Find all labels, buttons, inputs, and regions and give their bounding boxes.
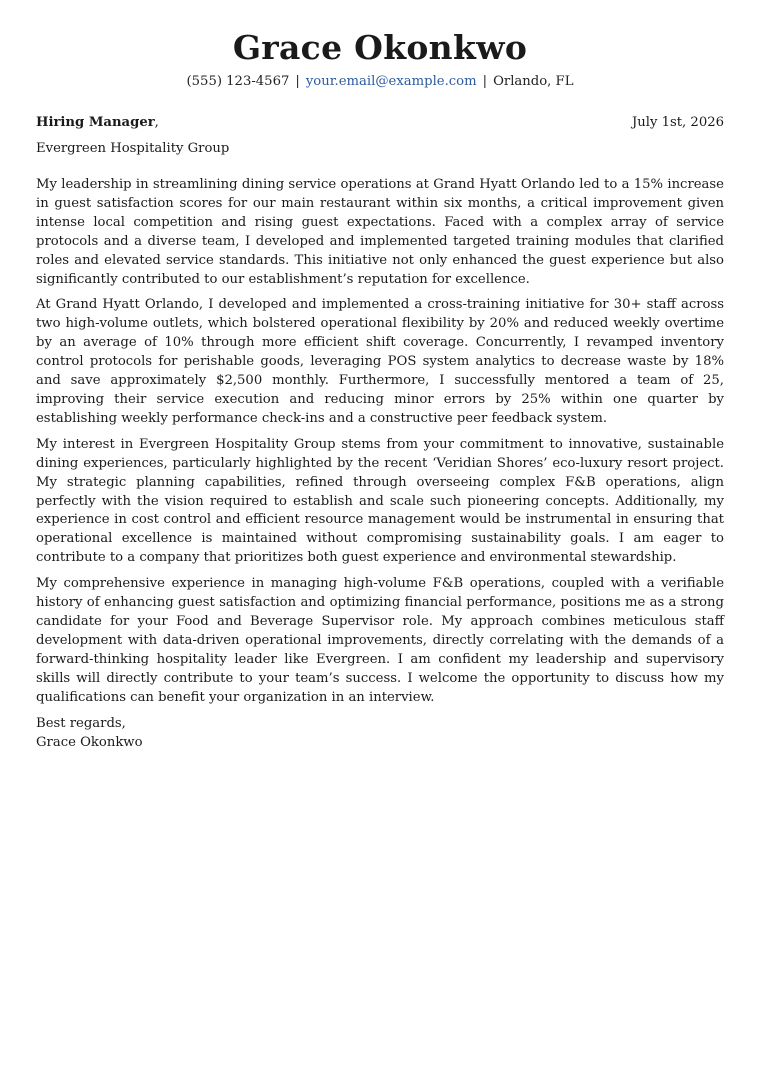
body-paragraph: My comprehensive experience in managing high-volume F&B operations, coupled with a verifiable history of enhancing guest satisfaction and optimizing financial performance, positions me as a strong candidate for your Food and Beverage Supervisor role. My approach combines meticulous staff development with data-driven operational improvements, directly correlating with the demands of a forward-thinking hospitality leader like Evergreen. I am confident my leadership and supervisory skills will directly contribute to your team’s success. I welcome the opportunity to discuss how my qualifications can benefit your organization in an interview. [36,576,724,705]
location: Orlando, FL [493,74,574,89]
recipient-comma: , [154,115,159,130]
recipient-name: Hiring Manager [36,115,155,130]
letter-closing [36,715,724,753]
email-link[interactable]: your.email@example.com [305,74,477,89]
recipient-company: Evergreen Hospitality Group [36,141,230,156]
contact-separator: | [295,74,300,89]
phone-number: (555) 123-4567 [186,74,290,89]
contact-separator: | [482,74,488,89]
body-paragraph: My leadership in streamlining dining service operations at Grand Hyatt Orlando led to a 15% increase in guest satisfaction scores for our main restaurant within six months, a critical improvement given intense local competition and rising guest expectations. Faced with a complex array of service protocols and a diverse team, I developed and implemented targeted training modules that clarified roles and elevated service standards. This initiative not only enhanced the guest experience but also significantly contributed to our establishment’s reputation for excellence. [36,177,724,287]
body-paragraph: At Grand Hyatt Orlando, I developed and implemented a cross-training initiative for 30+ staff across two high-volume outlets, which bolstered operational flexibility by 20% and reduced weekly overtime by an average of 10% through more efficient shift coverage. Concurrently, I revamped inventory control protocols for perishable goods, leveraging POS system analytics to decrease waste by 18% and save approximately $2,500 monthly. Furthermore, I successfully mentored a team of 25, improving their service execution and reducing minor errors by 25% within one quarter by establishing weekly performance check-ins and a constructive peer feedback system. [36,297,724,426]
letter-date: July 1st, 2026 [631,115,724,130]
closing-signature: Grace Okonkwo [36,735,143,751]
letter-body [36,176,724,707]
closing-salutation: Best regards, [36,716,126,732]
body-paragraph: My interest in Evergreen Hospitality Group stems from your commitment to innovative, sustainable dining experiences, particularly highlighted by the recent ‘Veridian Shores’ eco-luxury resort project. My strategic planning capabilities, refined through overseeing complex F&B operations, align perfectly with the vision required to establish and scale such pioneering concepts. Additionally, my experience in cost control and efficient resource management would be instrumental in ensuring that operational excellence is maintained without compromising sustainability goals. I am eager to contribute to a company that prioritizes both guest experience and environmental stewardship. [36,436,724,566]
applicant-name: Grace Okonkwo [232,28,528,67]
contact-line [36,73,724,91]
recipient-line [36,114,159,132]
recipient-date-row [36,114,724,132]
